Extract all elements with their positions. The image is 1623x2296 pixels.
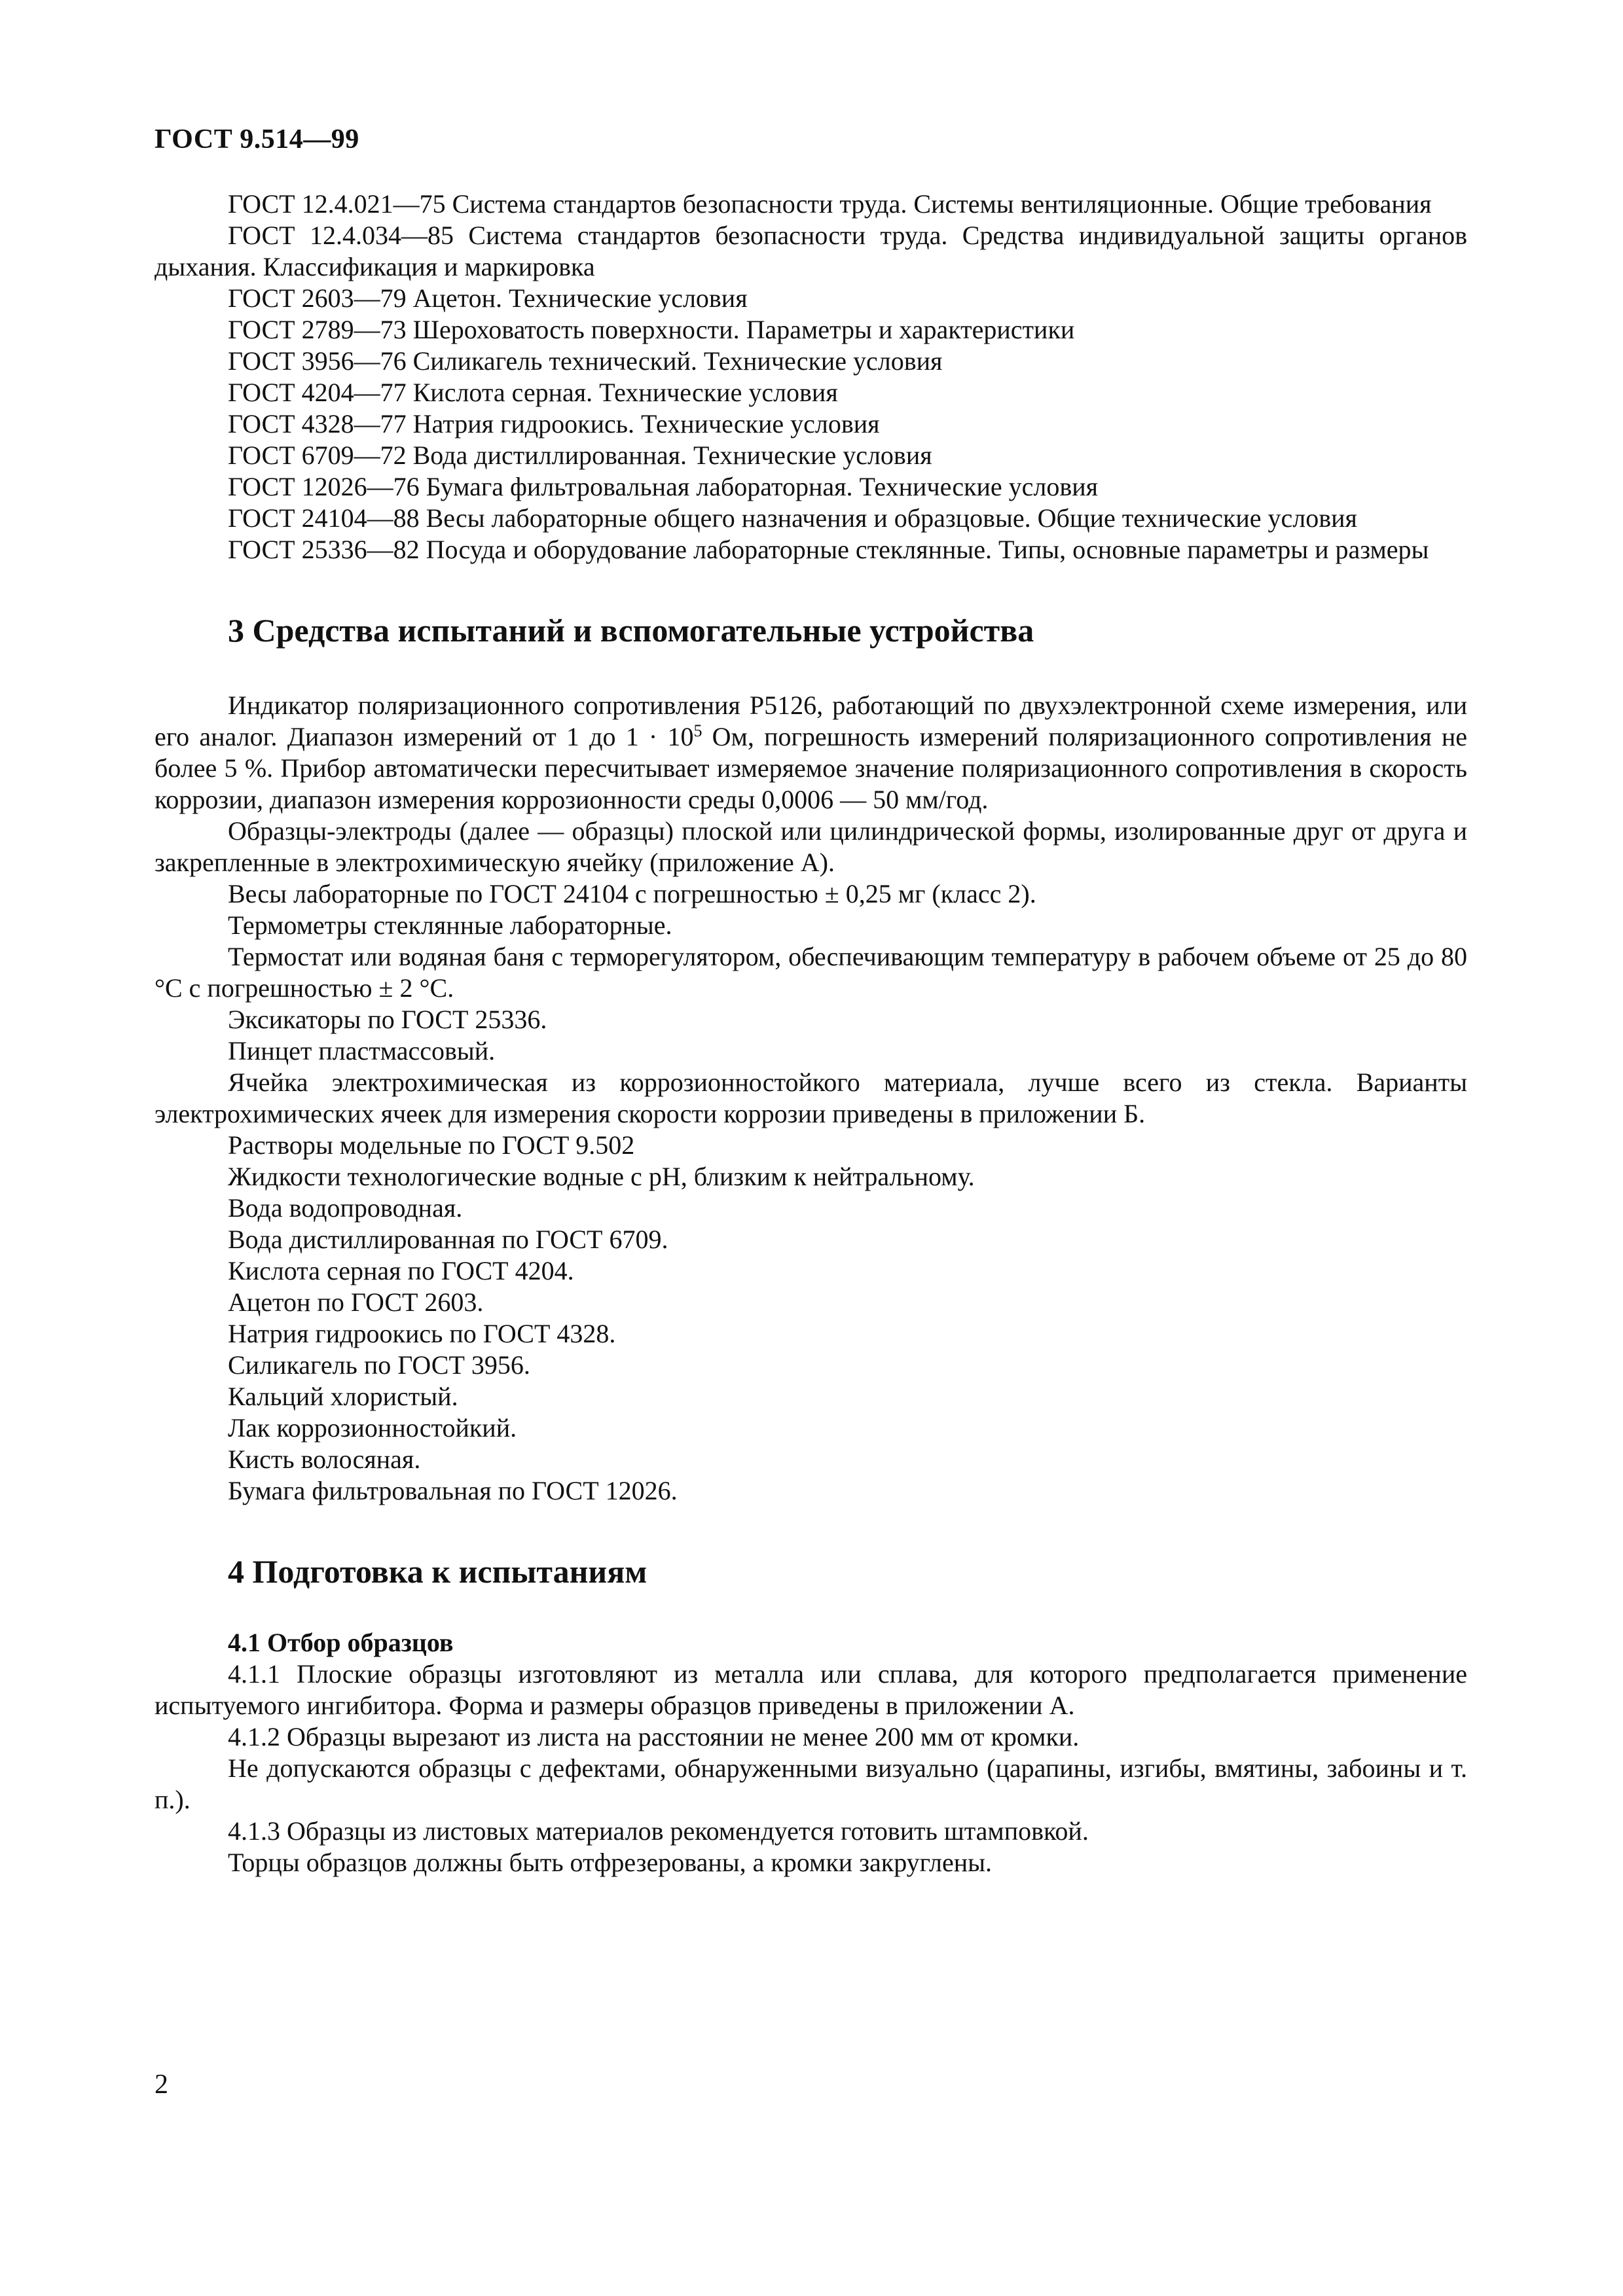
section-3-item: Термометры стеклянные лабораторные. <box>228 910 672 940</box>
document-body <box>155 188 1467 1878</box>
reference-item: ГОСТ 4328—77 Натрия гидроокись. Технические условия <box>228 409 880 439</box>
section-3-item: Ячейка электрохимическая из коррозионностойкого материала, лучше всего из стекла. Варианты электрохимических ячеек для измерения скорости коррозии приведены в приложении Б. <box>155 1067 1467 1128</box>
paragraph-text: Индикатор поляризационного сопротивления Р5126, работающий по двухэлектронной схеме измерения, или его аналог. Диапазон измерений от 1 до 1 · 10 <box>155 691 1467 751</box>
section-4-heading: 4 Подготовка к испытаниям <box>228 1553 647 1590</box>
reference-item: ГОСТ 25336—82 Посуда и оборудование лабораторные стеклянные. Типы, основные параметры и размеры <box>228 535 1429 564</box>
section-3-item: Лак коррозионностойкий. <box>228 1413 517 1443</box>
section-3-item: Весы лабораторные по ГОСТ 24104 с погрешностью ± 0,25 мг (класс 2). <box>228 879 1036 908</box>
reference-item: ГОСТ 2603—79 Ацетон. Технические условия <box>228 283 748 313</box>
section-3-item: Пинцет пластмассовый. <box>228 1036 496 1066</box>
reference-item: ГОСТ 4204—77 Кислота серная. Технические условия <box>228 378 838 407</box>
section-3-item: Жидкости технологические водные с рН, близким к нейтральному. <box>228 1162 975 1191</box>
section-3-item: Бумага фильтровальная по ГОСТ 12026. <box>228 1476 678 1505</box>
section-3-item: Вода дистиллированная по ГОСТ 6709. <box>228 1225 668 1254</box>
reference-item: ГОСТ 12026—76 Бумага фильтровальная лабораторная. Технические условия <box>228 472 1099 501</box>
reference-item: ГОСТ 3956—76 Силикагель технический. Технические условия <box>228 346 943 376</box>
reference-item: ГОСТ 24104—88 Весы лабораторные общего назначения и образцовые. Общие технические условия <box>228 503 1357 533</box>
section-3-item: Эксикаторы по ГОСТ 25336. <box>228 1005 547 1034</box>
paragraph-text: Ом, погрешность измерений поляризационного сопротивления не более 5 %. Прибор автоматически пересчитывает измеряемое значение поляризационного сопротивления в скорость коррозии, диапазон измерения коррозионности среды 0,0006 — 50 мм/год. <box>155 722 1468 814</box>
reference-item: ГОСТ 2789—73 Шероховатость поверхности. Параметры и характеристики <box>228 315 1075 344</box>
section-3-item: Кальций хлористый. <box>228 1382 458 1411</box>
section-3-item: Кисть волосяная. <box>228 1444 421 1474</box>
reference-item: ГОСТ 12.4.034—85 Система стандартов безопасности труда. Средства индивидуальной защиты органов дыхания. Классификация и маркировка <box>155 221 1467 281</box>
section-3-paragraph <box>155 690 1467 816</box>
reference-item: ГОСТ 12.4.021—75 Система стандартов безопасности труда. Системы вентиляционные. Общие требования <box>228 189 1432 219</box>
section-4-item: 4.1.2 Образцы вырезают из листа на расстоянии не менее 200 мм от кромки. <box>228 1722 1080 1751</box>
section-3-heading: 3 Средства испытаний и вспомогательные устройства <box>228 612 1034 649</box>
section-4-item: 4.1.3 Образцы из листовых материалов рекомендуется готовить штамповкой. <box>228 1816 1089 1846</box>
section-4-item: Не допускаются образцы с дефектами, обнаруженными визуально (царапины, изгибы, вмятины, забоины и т. п.). <box>155 1753 1467 1814</box>
section-3-item: Образцы-электроды (далее — образцы) плоской или цилиндрической формы, изолированные друг от друга и закрепленные в электрохимическую ячейку (приложение А). <box>155 816 1467 877</box>
section-4-item: Торцы образцов должны быть отфрезерованы, а кромки закруглены. <box>228 1848 993 1877</box>
reference-item: ГОСТ 6709—72 Вода дистиллированная. Технические условия <box>228 440 932 470</box>
section-3-item: Термостат или водяная баня с терморегулятором, обеспечивающим температуру в рабочем объеме от 25 до 80 °С с погрешностью ± 2 °С. <box>155 942 1467 1003</box>
subsection-4-1-heading: 4.1 Отбор образцов <box>228 1628 454 1657</box>
section-3-item: Кислота серная по ГОСТ 4204. <box>228 1256 574 1285</box>
section-3-item: Растворы модельные по ГОСТ 9.502 <box>228 1130 635 1160</box>
page-number: 2 <box>155 2070 168 2100</box>
section-4-item: 4.1.1 Плоские образцы изготовляют из металла или сплава, для которого предполагается применение испытуемого ингибитора. Форма и размеры образцов приведены в приложении А. <box>155 1659 1467 1720</box>
exponent: 5 <box>693 721 702 740</box>
section-3-item: Ацетон по ГОСТ 2603. <box>228 1287 484 1317</box>
document-header: ГОСТ 9.514—99 <box>155 124 359 154</box>
section-3-item: Натрия гидроокись по ГОСТ 4328. <box>228 1319 616 1348</box>
section-3-item: Силикагель по ГОСТ 3956. <box>228 1350 530 1380</box>
section-3-item: Вода водопроводная. <box>228 1193 463 1223</box>
